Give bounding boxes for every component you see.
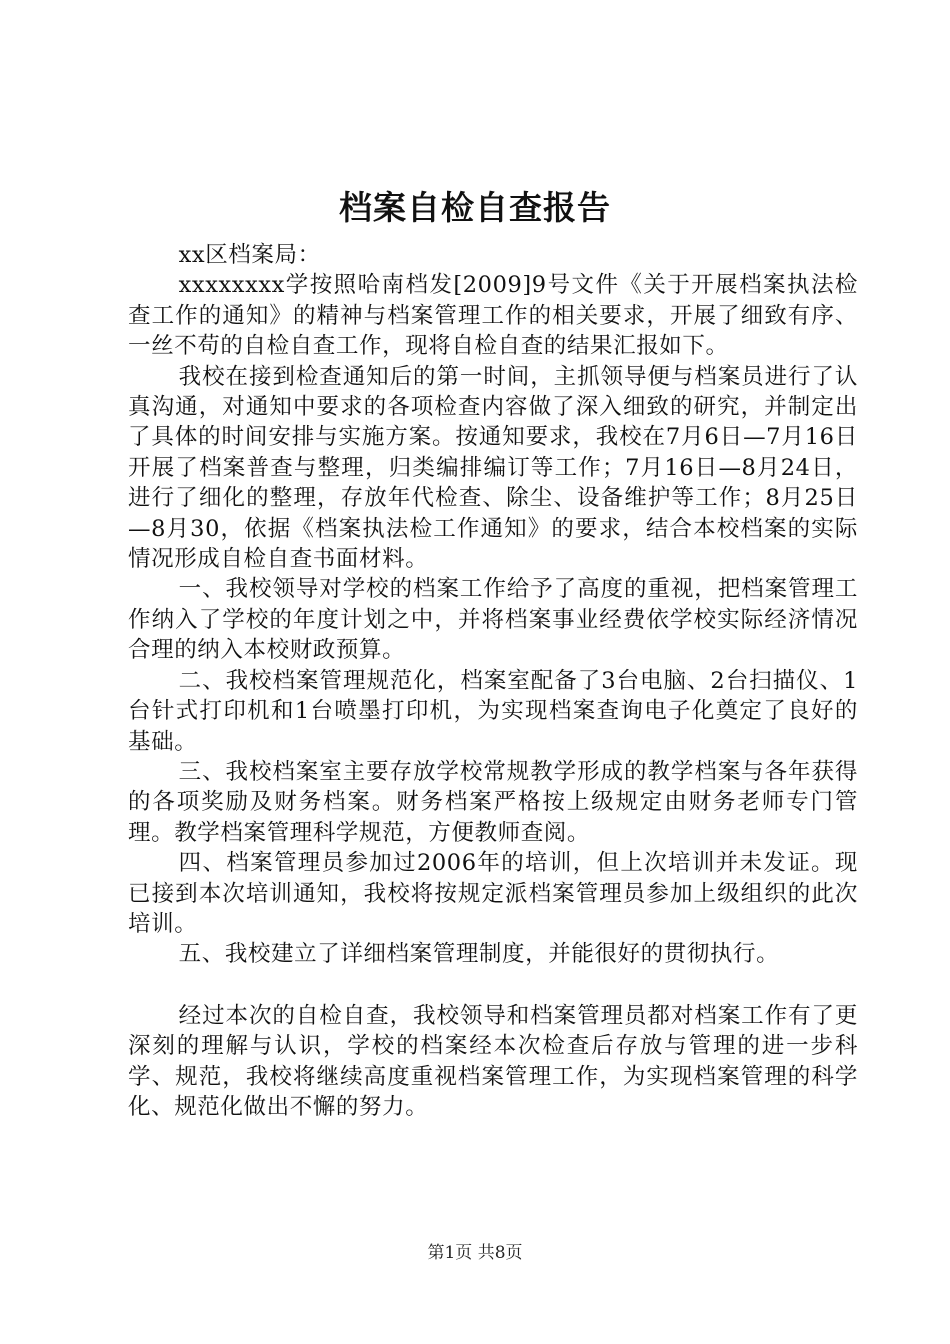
paragraph-item-4: 四、档案管理员参加过2006年的培训，但上次培训并未发证。现已接到本次培训通知，我校将按规定派档案管理员参加上级组织的此次培训。: [128, 850, 858, 937]
paragraph-item-1: 一、我校领导对学校的档案工作给予了高度的重视，把档案管理工作纳入了学校的年度计划之中，并将档案事业经费依学校实际经济情况合理的纳入本校财政预算。: [128, 576, 858, 664]
paragraph-item-5: 五、我校建立了详细档案管理制度，并能很好的贯彻执行。: [178, 941, 780, 968]
document-body: [128, 240, 858, 1122]
salutation: xx区档案局：: [178, 242, 321, 268]
paragraph-item-3: 三、我校档案室主要存放学校常规教学形成的教学档案与各年获得的各项奖励及财务档案。财务档案严格按上级规定由财务老师专门管理。教学档案管理科学规范，方便教师查阅。: [128, 758, 858, 846]
page-number-footer: 第1页 共8页: [427, 1243, 523, 1263]
paragraph-item-2: 二、我校档案管理规范化，档案室配备了3台电脑、2台扫描仪、1台针式打印机和1台喷墨打印机，为实现档案查询电子化奠定了良好的基础。: [128, 667, 858, 755]
paragraph-intro: xxxxxxxx学按照哈南档发[2009]9号文件《关于开展档案执法检查工作的通知》的精神与档案管理工作的相关要求，开展了细致有序、一丝不苟的自检自查工作，现将自检自查的结果汇报如下。: [128, 272, 858, 360]
document-title: 档案自检自查报告: [339, 188, 611, 227]
paragraph-conclusion: 经过本次的自检自查，我校领导和档案管理员都对档案工作有了更深刻的理解与认识，学校的档案经本次检查后存放与管理的进一步科学、规范，我校将继续高度重视档案管理工作，为实现档案管理的科学化、规范化做出不懈的努力。: [128, 1002, 858, 1120]
paragraph-process: 我校在接到检查通知后的第一时间，主抓领导便与档案员进行了认真沟通，对通知中要求的各项检查内容做了深入细致的研究，并制定出了具体的时间安排与实施方案。按通知要求，我校在7月6日—7月16日开展了档案普查与整理，归类编排编订等工作；7月16日—8月24日，进行了细化的整理，存放年代检查、除尘、设备维护等工作；8月25日—8月30，依据《档案执法检工作通知》的要求，结合本校档案的实际情况形成自检自查书面材料。: [128, 363, 858, 573]
